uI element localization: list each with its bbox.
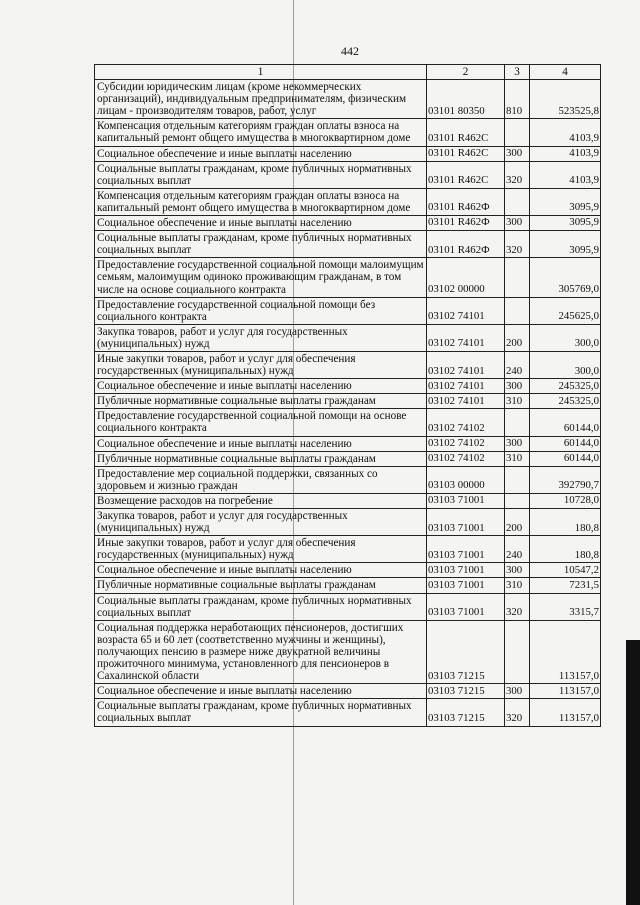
row-name-cell: Субсидии юридическим лицам (кроме некоммерческих организаций), индивидуальным предпринимателям, физическим лицам - производителям товаров, работ, услуг [95,80,427,119]
row-sum-cell: 300,0 [530,351,601,378]
row-sum-cell: 60144,0 [530,409,601,436]
row-code-cell: 03103 71001 [427,593,505,620]
row-name-cell: Предоставление государственной социальной помощи без социального контракта [95,297,427,324]
row-name-cell: Возмещение расходов на погребение [95,493,427,508]
row-code-cell: 03103 71001 [427,509,505,536]
row-sum-cell: 180,8 [530,509,601,536]
row-name-cell: Предоставление государственной социальной помощи малоимущим семьям, малоимущим одиноко проживающим гражданам, в том числе на основе социального контракта [95,258,427,297]
row-name-cell: Публичные нормативные социальные выплаты гражданам [95,578,427,593]
row-type-cell: 310 [505,451,530,466]
table-row [95,466,601,493]
scan-artifact-bar [626,640,640,905]
row-type-cell: 300 [505,216,530,231]
table-header-row [95,65,601,80]
row-name-cell: Социальная поддержка неработающих пенсионеров, достигших возраста 65 и 60 лет (соответственно мужчины и женщины), получающих пенсию в размере ниже двукратной величины прожиточного минимума, установленного для пенсионеров в Сахалинской области [95,620,427,683]
row-name-cell: Социальные выплаты гражданам, кроме публичных нормативных социальных выплат [95,161,427,188]
row-type-cell: 300 [505,563,530,578]
table-row [95,509,601,536]
row-sum-cell: 113157,0 [530,699,601,726]
row-sum-cell: 60144,0 [530,436,601,451]
row-type-cell: 310 [505,578,530,593]
row-type-cell: 240 [505,351,530,378]
row-name-cell: Предоставление государственной социальной помощи на основе социального контракта [95,409,427,436]
row-name-cell: Закупка товаров, работ и услуг для государственных (муниципальных) нужд [95,509,427,536]
table-row [95,436,601,451]
page-number: 442 [341,44,359,58]
header-cell-name: 1 [95,65,427,80]
table-row [95,699,601,726]
row-name-cell: Социальные выплаты гражданам, кроме публичных нормативных социальных выплат [95,699,427,726]
table-row [95,379,601,394]
row-type-cell: 300 [505,146,530,161]
row-code-cell: 03101 R462Ф [427,188,505,215]
row-name-cell: Социальное обеспечение и иные выплаты населению [95,684,427,699]
row-name-cell: Социальные выплаты гражданам, кроме публичных нормативных социальных выплат [95,593,427,620]
row-sum-cell: 3095,9 [530,231,601,258]
row-type-cell: 320 [505,231,530,258]
row-sum-cell: 4103,9 [530,161,601,188]
header-cell-type: 3 [505,65,530,80]
row-code-cell: 03103 71001 [427,563,505,578]
row-code-cell: 03101 R462Ф [427,231,505,258]
table-row [95,119,601,146]
row-code-cell: 03101 80350 [427,80,505,119]
row-code-cell: 03102 74101 [427,297,505,324]
row-type-cell: 310 [505,394,530,409]
table-row [95,161,601,188]
table-row [95,80,601,119]
table-row [95,684,601,699]
table-body [95,65,601,727]
header-cell-code: 2 [427,65,505,80]
row-name-cell: Компенсация отдельным категориям граждан оплаты взноса на капитальный ремонт общего имущества в многоквартирном доме [95,119,427,146]
row-name-cell: Социальное обеспечение и иные выплаты населению [95,216,427,231]
row-type-cell [505,258,530,297]
row-code-cell: 03102 00000 [427,258,505,297]
table-row [95,536,601,563]
row-type-cell: 320 [505,699,530,726]
row-name-cell: Закупка товаров, работ и услуг для государственных (муниципальных) нужд [95,324,427,351]
row-type-cell: 300 [505,379,530,394]
row-sum-cell: 113157,0 [530,684,601,699]
row-name-cell: Социальное обеспечение и иные выплаты населению [95,379,427,394]
table-row [95,324,601,351]
row-sum-cell: 3095,9 [530,216,601,231]
row-sum-cell: 245325,0 [530,379,601,394]
budget-table [94,64,601,727]
row-sum-cell: 180,8 [530,536,601,563]
row-code-cell: 03101 R462С [427,146,505,161]
row-code-cell: 03103 71001 [427,493,505,508]
row-name-cell: Социальные выплаты гражданам, кроме публичных нормативных социальных выплат [95,231,427,258]
row-code-cell: 03101 R462С [427,161,505,188]
row-type-cell [505,297,530,324]
table-row [95,394,601,409]
row-type-cell [505,409,530,436]
row-code-cell: 03103 71001 [427,536,505,563]
row-type-cell [505,466,530,493]
row-type-cell [505,119,530,146]
table-row [95,563,601,578]
row-code-cell: 03102 74101 [427,394,505,409]
table-row [95,146,601,161]
row-type-cell [505,188,530,215]
table-row [95,297,601,324]
row-type-cell: 320 [505,593,530,620]
row-name-cell: Предоставление мер социальной поддержки, связанных со здоровьем и жизнью граждан [95,466,427,493]
row-name-cell: Иные закупки товаров, работ и услуг для обеспечения государственных (муниципальных) нужд [95,536,427,563]
row-type-cell: 300 [505,436,530,451]
row-sum-cell: 245325,0 [530,394,601,409]
row-code-cell: 03101 R462Ф [427,216,505,231]
header-cell-sum: 4 [530,65,601,80]
table-row [95,188,601,215]
row-name-cell: Иные закупки товаров, работ и услуг для обеспечения государственных (муниципальных) нужд [95,351,427,378]
row-sum-cell: 3095,9 [530,188,601,215]
row-type-cell: 810 [505,80,530,119]
row-code-cell: 03103 71215 [427,620,505,683]
row-name-cell: Публичные нормативные социальные выплаты гражданам [95,451,427,466]
row-name-cell: Публичные нормативные социальные выплаты гражданам [95,394,427,409]
row-sum-cell: 60144,0 [530,451,601,466]
row-code-cell: 03102 74102 [427,451,505,466]
row-sum-cell: 392790,7 [530,466,601,493]
row-sum-cell: 4103,9 [530,146,601,161]
row-sum-cell: 523525,8 [530,80,601,119]
row-code-cell: 03102 74102 [427,436,505,451]
row-code-cell: 03103 00000 [427,466,505,493]
row-code-cell: 03101 R462С [427,119,505,146]
table-row [95,351,601,378]
row-type-cell: 320 [505,161,530,188]
row-sum-cell: 7231,5 [530,578,601,593]
row-code-cell: 03102 74101 [427,379,505,394]
row-sum-cell: 305769,0 [530,258,601,297]
row-code-cell: 03103 71215 [427,684,505,699]
table-row [95,258,601,297]
row-type-cell: 240 [505,536,530,563]
row-code-cell: 03102 74102 [427,409,505,436]
row-sum-cell: 10547,2 [530,563,601,578]
row-sum-cell: 300,0 [530,324,601,351]
table-row [95,593,601,620]
table-row [95,231,601,258]
row-type-cell [505,493,530,508]
row-sum-cell: 113157,0 [530,620,601,683]
row-code-cell: 03103 71001 [427,578,505,593]
row-sum-cell: 10728,0 [530,493,601,508]
table-row [95,578,601,593]
row-sum-cell: 3315,7 [530,593,601,620]
row-name-cell: Компенсация отдельным категориям граждан оплаты взноса на капитальный ремонт общего имущества в многоквартирном доме [95,188,427,215]
row-name-cell: Социальное обеспечение и иные выплаты населению [95,563,427,578]
row-code-cell: 03103 71215 [427,699,505,726]
row-type-cell: 200 [505,509,530,536]
row-type-cell [505,620,530,683]
table-row [95,216,601,231]
table-row [95,620,601,683]
row-name-cell: Социальное обеспечение и иные выплаты населению [95,146,427,161]
row-type-cell: 200 [505,324,530,351]
table-row [95,451,601,466]
table-row [95,409,601,436]
row-code-cell: 03102 74101 [427,324,505,351]
row-sum-cell: 245625,0 [530,297,601,324]
table-row [95,493,601,508]
row-sum-cell: 4103,9 [530,119,601,146]
row-code-cell: 03102 74101 [427,351,505,378]
row-type-cell: 300 [505,684,530,699]
row-name-cell: Социальное обеспечение и иные выплаты населению [95,436,427,451]
